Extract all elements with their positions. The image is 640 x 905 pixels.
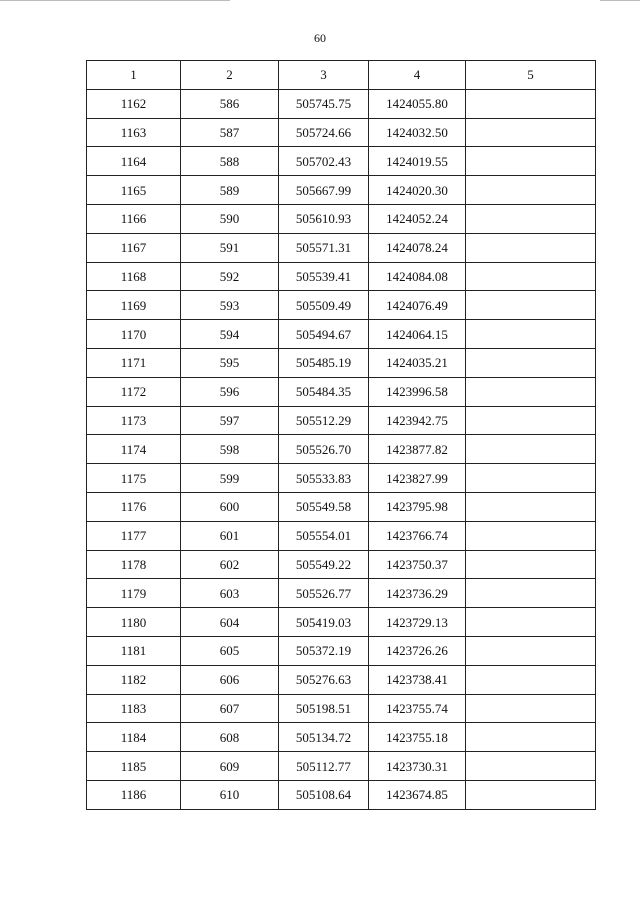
sequence-cell: 600 <box>181 492 279 521</box>
y-coordinate-cell: 1423750.37 <box>369 550 466 579</box>
sequence-cell: 607 <box>181 694 279 723</box>
x-coordinate-cell: 505512.29 <box>279 406 369 435</box>
y-coordinate-cell: 1423738.41 <box>369 665 466 694</box>
table-body <box>87 89 596 809</box>
x-coordinate-cell: 505509.49 <box>279 291 369 320</box>
table-row <box>87 262 596 291</box>
column-header-1: 1 <box>87 61 181 90</box>
point-number-cell: 1182 <box>87 665 181 694</box>
y-coordinate-cell: 1424019.55 <box>369 147 466 176</box>
sequence-cell: 586 <box>181 89 279 118</box>
sequence-cell: 605 <box>181 636 279 665</box>
table-row <box>87 348 596 377</box>
note-cell <box>466 406 596 435</box>
y-coordinate-cell: 1424055.80 <box>369 89 466 118</box>
note-cell <box>466 464 596 493</box>
x-coordinate-cell: 505702.43 <box>279 147 369 176</box>
table-row <box>87 521 596 550</box>
sequence-cell: 593 <box>181 291 279 320</box>
sequence-cell: 596 <box>181 377 279 406</box>
x-coordinate-cell: 505724.66 <box>279 118 369 147</box>
sequence-cell: 602 <box>181 550 279 579</box>
sequence-cell: 595 <box>181 348 279 377</box>
sequence-cell: 592 <box>181 262 279 291</box>
point-number-cell: 1173 <box>87 406 181 435</box>
point-number-cell: 1186 <box>87 780 181 809</box>
point-number-cell: 1165 <box>87 176 181 205</box>
note-cell <box>466 89 596 118</box>
note-cell <box>466 723 596 752</box>
table-row <box>87 636 596 665</box>
scan-edge-mark-right <box>600 0 640 1</box>
y-coordinate-cell: 1424084.08 <box>369 262 466 291</box>
point-number-cell: 1171 <box>87 348 181 377</box>
note-cell <box>466 118 596 147</box>
column-header-4: 4 <box>369 61 466 90</box>
point-number-cell: 1174 <box>87 435 181 464</box>
sequence-cell: 610 <box>181 780 279 809</box>
point-number-cell: 1164 <box>87 147 181 176</box>
point-number-cell: 1168 <box>87 262 181 291</box>
x-coordinate-cell: 505276.63 <box>279 665 369 694</box>
note-cell <box>466 752 596 781</box>
point-number-cell: 1177 <box>87 521 181 550</box>
point-number-cell: 1172 <box>87 377 181 406</box>
y-coordinate-cell: 1423877.82 <box>369 435 466 464</box>
note-cell <box>466 579 596 608</box>
x-coordinate-cell: 505134.72 <box>279 723 369 752</box>
x-coordinate-cell: 505112.77 <box>279 752 369 781</box>
table-row <box>87 579 596 608</box>
x-coordinate-cell: 505554.01 <box>279 521 369 550</box>
x-coordinate-cell: 505419.03 <box>279 608 369 637</box>
sequence-cell: 589 <box>181 176 279 205</box>
x-coordinate-cell: 505372.19 <box>279 636 369 665</box>
y-coordinate-cell: 1424035.21 <box>369 348 466 377</box>
y-coordinate-cell: 1423942.75 <box>369 406 466 435</box>
sequence-cell: 601 <box>181 521 279 550</box>
y-coordinate-cell: 1423996.58 <box>369 377 466 406</box>
table-row <box>87 780 596 809</box>
y-coordinate-cell: 1423726.26 <box>369 636 466 665</box>
x-coordinate-cell: 505494.67 <box>279 320 369 349</box>
table-row <box>87 89 596 118</box>
table-row <box>87 118 596 147</box>
x-coordinate-cell: 505610.93 <box>279 204 369 233</box>
table-row <box>87 406 596 435</box>
y-coordinate-cell: 1424076.49 <box>369 291 466 320</box>
y-coordinate-cell: 1423729.13 <box>369 608 466 637</box>
coordinates-table <box>86 60 596 810</box>
sequence-cell: 604 <box>181 608 279 637</box>
point-number-cell: 1167 <box>87 233 181 262</box>
scan-edge-mark-left <box>0 0 230 1</box>
point-number-cell: 1183 <box>87 694 181 723</box>
y-coordinate-cell: 1423674.85 <box>369 780 466 809</box>
note-cell <box>466 665 596 694</box>
table-row <box>87 204 596 233</box>
note-cell <box>466 233 596 262</box>
x-coordinate-cell: 505539.41 <box>279 262 369 291</box>
table-row <box>87 147 596 176</box>
sequence-cell: 588 <box>181 147 279 176</box>
point-number-cell: 1166 <box>87 204 181 233</box>
note-cell <box>466 608 596 637</box>
x-coordinate-cell: 505484.35 <box>279 377 369 406</box>
point-number-cell: 1184 <box>87 723 181 752</box>
point-number-cell: 1185 <box>87 752 181 781</box>
y-coordinate-cell: 1423736.29 <box>369 579 466 608</box>
note-cell <box>466 521 596 550</box>
x-coordinate-cell: 505198.51 <box>279 694 369 723</box>
point-number-cell: 1180 <box>87 608 181 637</box>
x-coordinate-cell: 505533.83 <box>279 464 369 493</box>
y-coordinate-cell: 1424020.30 <box>369 176 466 205</box>
table-row <box>87 320 596 349</box>
y-coordinate-cell: 1424032.50 <box>369 118 466 147</box>
y-coordinate-cell: 1423766.74 <box>369 521 466 550</box>
x-coordinate-cell: 505526.70 <box>279 435 369 464</box>
x-coordinate-cell: 505549.22 <box>279 550 369 579</box>
y-coordinate-cell: 1424064.15 <box>369 320 466 349</box>
point-number-cell: 1175 <box>87 464 181 493</box>
note-cell <box>466 435 596 464</box>
y-coordinate-cell: 1424078.24 <box>369 233 466 262</box>
sequence-cell: 590 <box>181 204 279 233</box>
sequence-cell: 591 <box>181 233 279 262</box>
table-row <box>87 608 596 637</box>
sequence-cell: 609 <box>181 752 279 781</box>
sequence-cell: 587 <box>181 118 279 147</box>
y-coordinate-cell: 1423755.18 <box>369 723 466 752</box>
sequence-cell: 594 <box>181 320 279 349</box>
table-row <box>87 752 596 781</box>
table-row <box>87 464 596 493</box>
x-coordinate-cell: 505108.64 <box>279 780 369 809</box>
note-cell <box>466 492 596 521</box>
note-cell <box>466 348 596 377</box>
table-row <box>87 176 596 205</box>
x-coordinate-cell: 505526.77 <box>279 579 369 608</box>
table-row <box>87 665 596 694</box>
x-coordinate-cell: 505549.58 <box>279 492 369 521</box>
note-cell <box>466 291 596 320</box>
sequence-cell: 598 <box>181 435 279 464</box>
page-number: 60 <box>314 31 326 45</box>
point-number-cell: 1176 <box>87 492 181 521</box>
sequence-cell: 599 <box>181 464 279 493</box>
note-cell <box>466 320 596 349</box>
note-cell <box>466 147 596 176</box>
point-number-cell: 1179 <box>87 579 181 608</box>
note-cell <box>466 550 596 579</box>
sequence-cell: 608 <box>181 723 279 752</box>
table-header-row <box>87 61 596 90</box>
note-cell <box>466 377 596 406</box>
table-row <box>87 723 596 752</box>
point-number-cell: 1162 <box>87 89 181 118</box>
sequence-cell: 597 <box>181 406 279 435</box>
y-coordinate-cell: 1424052.24 <box>369 204 466 233</box>
table-row <box>87 492 596 521</box>
y-coordinate-cell: 1423730.31 <box>369 752 466 781</box>
column-header-3: 3 <box>279 61 369 90</box>
x-coordinate-cell: 505745.75 <box>279 89 369 118</box>
column-header-5: 5 <box>466 61 596 90</box>
note-cell <box>466 636 596 665</box>
table-row <box>87 291 596 320</box>
note-cell <box>466 780 596 809</box>
table-row <box>87 377 596 406</box>
sequence-cell: 603 <box>181 579 279 608</box>
point-number-cell: 1163 <box>87 118 181 147</box>
note-cell <box>466 204 596 233</box>
point-number-cell: 1178 <box>87 550 181 579</box>
note-cell <box>466 262 596 291</box>
x-coordinate-cell: 505571.31 <box>279 233 369 262</box>
y-coordinate-cell: 1423827.99 <box>369 464 466 493</box>
sequence-cell: 606 <box>181 665 279 694</box>
table-row <box>87 233 596 262</box>
table-row <box>87 694 596 723</box>
x-coordinate-cell: 505667.99 <box>279 176 369 205</box>
point-number-cell: 1181 <box>87 636 181 665</box>
note-cell <box>466 694 596 723</box>
x-coordinate-cell: 505485.19 <box>279 348 369 377</box>
column-header-2: 2 <box>181 61 279 90</box>
point-number-cell: 1170 <box>87 320 181 349</box>
y-coordinate-cell: 1423755.74 <box>369 694 466 723</box>
y-coordinate-cell: 1423795.98 <box>369 492 466 521</box>
point-number-cell: 1169 <box>87 291 181 320</box>
table-row <box>87 435 596 464</box>
table-row <box>87 550 596 579</box>
note-cell <box>466 176 596 205</box>
